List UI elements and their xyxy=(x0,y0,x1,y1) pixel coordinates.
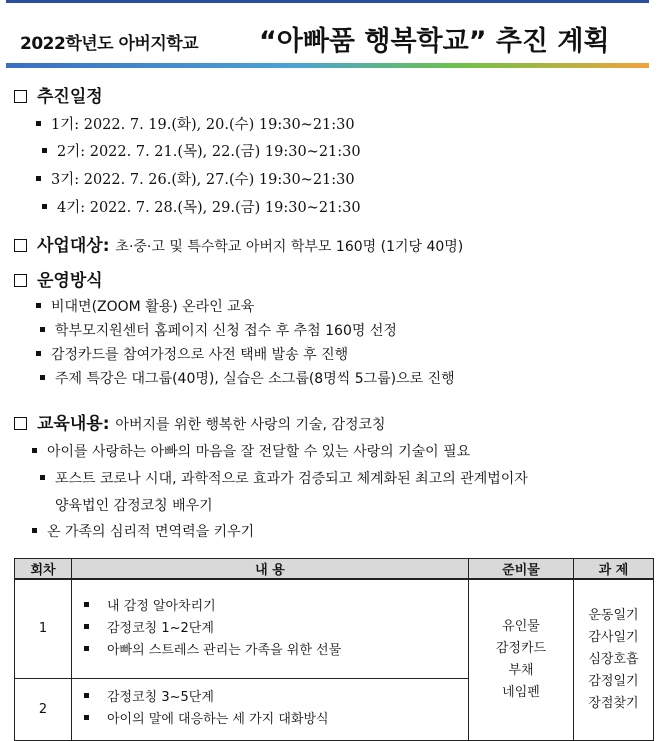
education-item-1: 아이를 사랑하는 아빠의 마음을 잘 전달할 수 있는 사랑의 기술이 필요 xyxy=(32,441,470,461)
square-bullet-icon xyxy=(84,646,89,651)
square-bullet-icon xyxy=(84,715,89,720)
header-tasks: 과 제 xyxy=(574,559,654,580)
session-contents xyxy=(72,579,469,678)
operation-item-1: 비대면(ZOOM 활용) 온라인 교육 xyxy=(36,296,254,316)
list-item: 내 감정 알아차리기 xyxy=(84,596,468,618)
list-item: 감정코칭 3~5단계 xyxy=(84,687,468,709)
section-education xyxy=(14,409,386,434)
header-session: 회차 xyxy=(15,559,72,580)
square-bullet-icon xyxy=(84,602,89,607)
table-header-row xyxy=(15,559,654,580)
tasks-cell: 운동일기 감사일기 심장호흡 감정일기 장점찾기 xyxy=(574,579,654,740)
operation-item-4: 주제 특강은 대그룹(40명), 실습은 소그룹(8명씩 5그룹)으로 진행 xyxy=(40,368,455,388)
square-bullet-icon xyxy=(42,204,47,209)
square-bullet-icon xyxy=(84,624,89,629)
header-materials: 준비물 xyxy=(469,559,574,580)
square-bullet-icon xyxy=(84,693,89,698)
schedule-item-2: 2기: 2022. 7. 21.(목), 22.(금) 19:30~21:30 xyxy=(42,140,361,161)
square-bullet-icon xyxy=(36,121,41,126)
document-header xyxy=(6,3,649,63)
square-bullet-icon xyxy=(32,528,37,533)
operation-item-2: 학부모지원센터 홈페이지 신청 접수 후 추첨 160명 선정 xyxy=(40,320,397,340)
square-bullet-icon xyxy=(36,303,41,308)
list-item: 아이의 말에 대응하는 세 가지 대화방식 xyxy=(84,709,468,731)
square-bullet-icon xyxy=(36,176,41,181)
target-text: 초·중·고 및 특수학교 아버지 학부모 160명 (1기당 40명) xyxy=(115,239,464,255)
operation-item-3: 감정카드를 참여가정으로 사전 택배 발송 후 진행 xyxy=(36,344,348,364)
session-number: 1 xyxy=(15,579,72,678)
checkbox-square-icon xyxy=(14,417,27,430)
square-bullet-icon xyxy=(32,448,37,453)
table-row xyxy=(15,579,654,678)
education-heading: 교육내용: xyxy=(37,414,110,434)
square-bullet-icon xyxy=(40,327,45,332)
checkbox-square-icon xyxy=(14,274,27,287)
section-operation-heading: 운영방식 xyxy=(14,266,103,291)
checkbox-square-icon xyxy=(14,90,27,103)
list-item: 아빠의 스트레스 관리는 가족을 위한 선물 xyxy=(84,640,468,662)
session-number: 2 xyxy=(15,678,72,740)
section-schedule-heading: 추진일정 xyxy=(14,82,103,107)
education-item-2-cont: 양육법인 감정코칭 배우기 xyxy=(55,498,213,514)
schedule-item-1: 1기: 2022. 7. 19.(화), 20.(수) 19:30~21:30 xyxy=(36,113,355,134)
schedule-item-4: 4기: 2022. 7. 28.(목), 29.(금) 19:30~21:30 xyxy=(42,196,361,217)
header-subtitle: 2022학년도 아버지학교 xyxy=(20,34,199,54)
square-bullet-icon xyxy=(42,148,47,153)
square-bullet-icon xyxy=(36,351,41,356)
square-bullet-icon xyxy=(40,375,45,380)
header-content: 내 용 xyxy=(72,559,469,580)
education-item-2: 포스트 코로나 시대, 과학적으로 효과가 검증되고 체계화된 최고의 관계법이자 xyxy=(40,468,528,488)
section-target xyxy=(14,231,463,256)
materials-cell: 유인물 감정카드 부채 네임펜 xyxy=(469,579,574,740)
education-subtitle: 아버지를 위한 행복한 사랑의 기술, 감정코칭 xyxy=(115,417,386,433)
checkbox-square-icon xyxy=(14,239,27,252)
header-bottom-rule xyxy=(6,63,649,68)
page-title: “아빠품 행복학교” 추진 계획 xyxy=(259,26,610,57)
session-plan-table xyxy=(14,558,654,741)
session-contents xyxy=(72,678,469,740)
education-item-3: 온 가족의 심리적 면역력을 키우기 xyxy=(32,521,254,541)
schedule-item-3: 3기: 2022. 7. 26.(화), 27.(수) 19:30~21:30 xyxy=(36,168,355,189)
target-heading: 사업대상: xyxy=(37,236,110,256)
list-item: 감정코칭 1~2단계 xyxy=(84,618,468,640)
square-bullet-icon xyxy=(40,475,45,480)
